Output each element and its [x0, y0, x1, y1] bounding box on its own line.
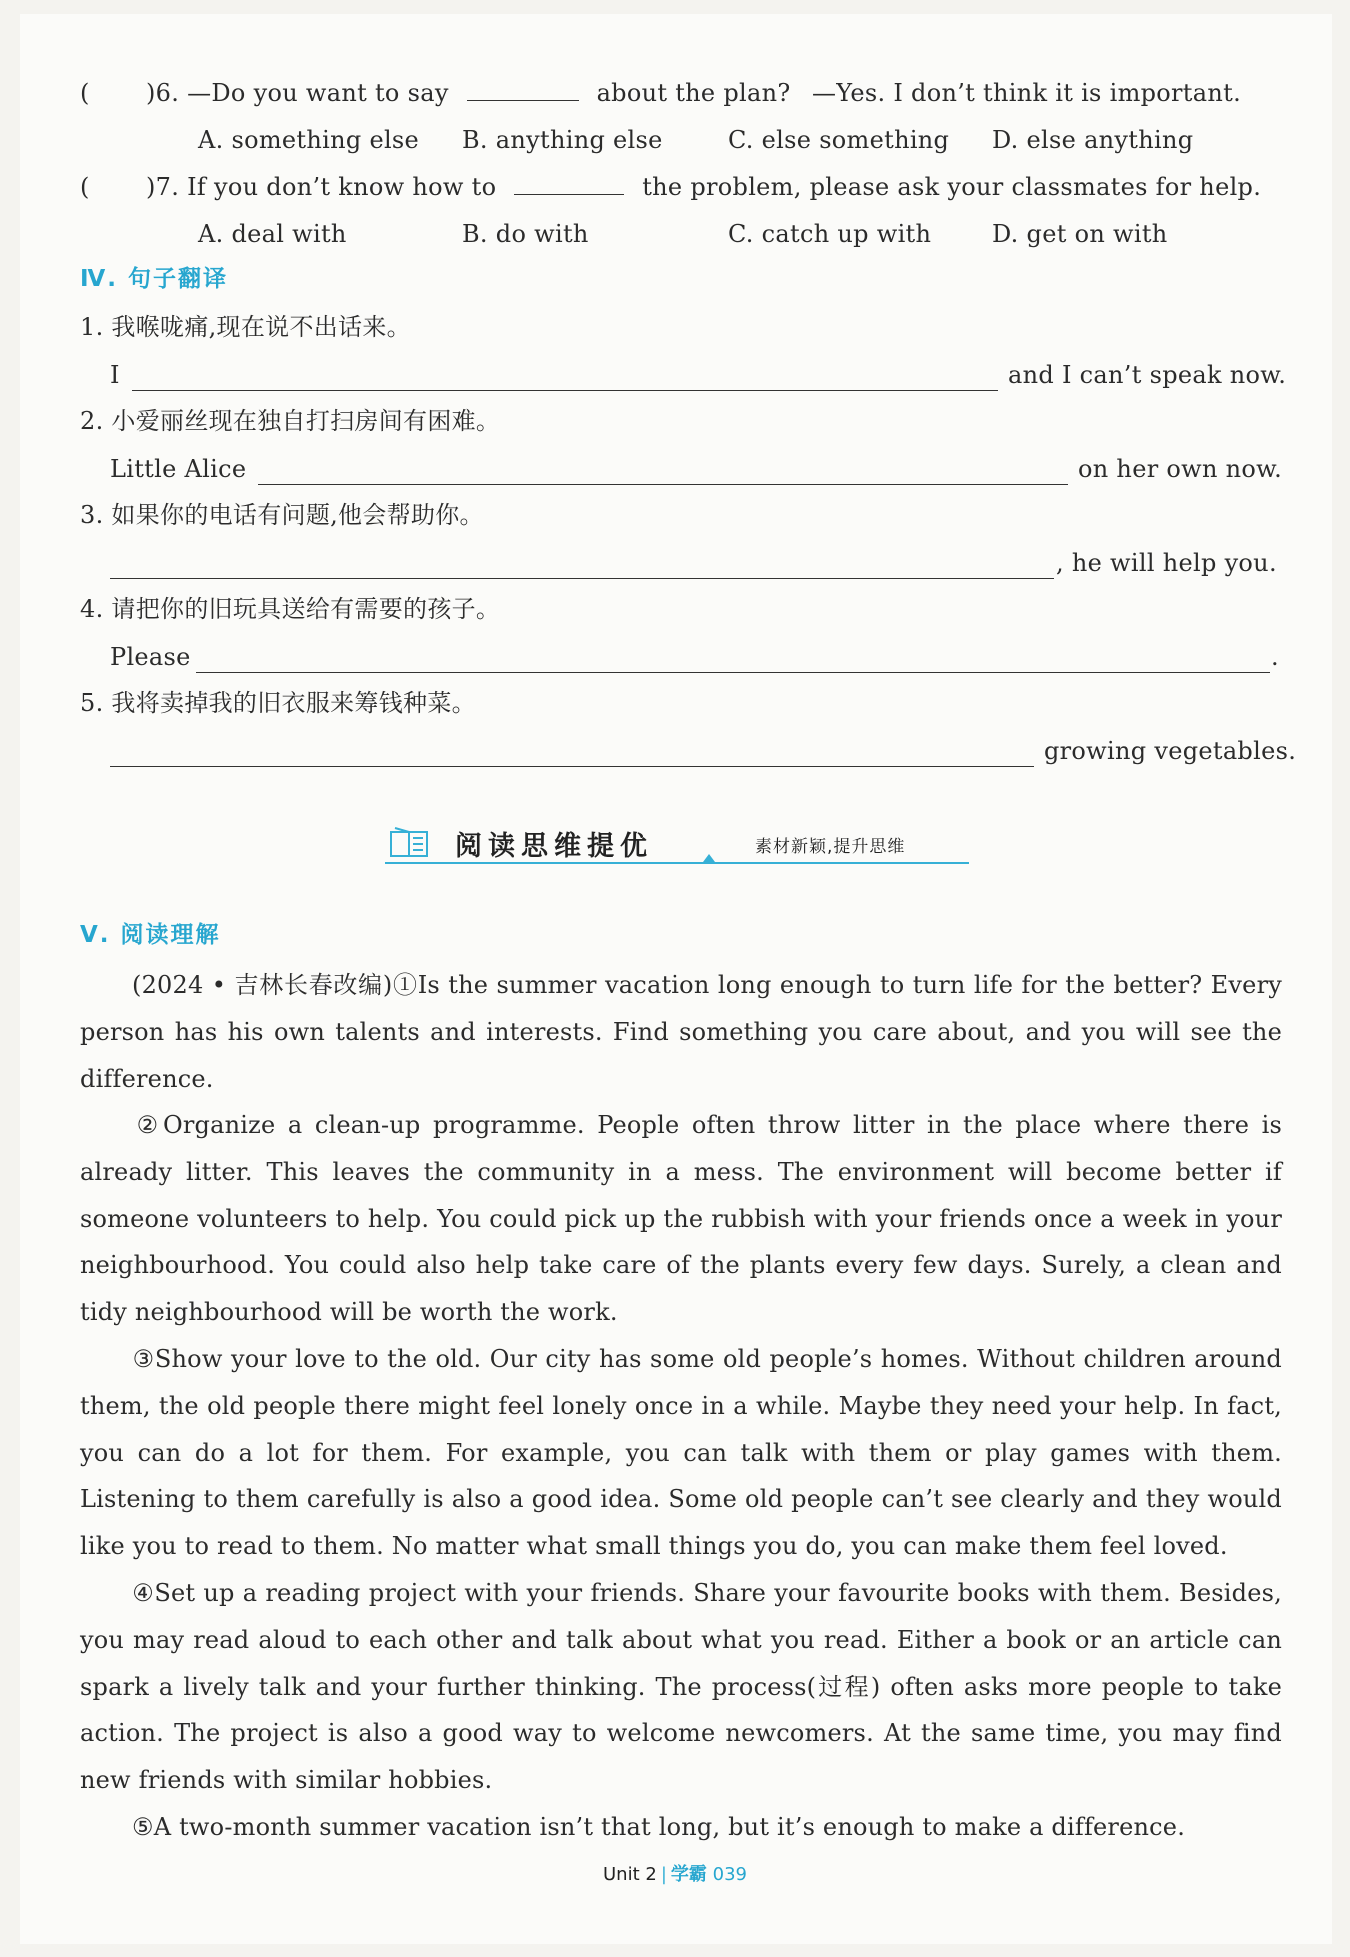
- translation-5-answer-line[interactable]: [110, 766, 1034, 767]
- section-banner: [385, 818, 969, 868]
- option-d: D. get on with: [992, 220, 1168, 248]
- banner-marker: [703, 854, 715, 862]
- question-7-after: the problem, please ask your classmates for help.: [642, 173, 1262, 201]
- question-7-text: )7. If you don’t know how to: [146, 173, 497, 201]
- question-6-text: )6. —Do you want to say: [146, 79, 449, 107]
- answer-blank[interactable]: [467, 78, 579, 101]
- translation-1-answer-line[interactable]: [132, 390, 998, 391]
- passage-paragraph-3: [80, 1336, 1282, 1570]
- translation-2-answer-line[interactable]: [258, 484, 1068, 485]
- translation-2-tail: on her own now.: [1078, 455, 1283, 483]
- passage-text: (2024 • 吉林长春改编)①Is the summer vacation long enough to turn life for the better? Every person has his own talents and interests. Find something you care about, and you will see the difference.: [80, 971, 1282, 1093]
- page-footer: [0, 1860, 1350, 1886]
- translation-2-prompt: 2. 小爱丽丝现在独自打扫房间有困难。: [80, 407, 501, 435]
- option-d: D. else anything: [992, 126, 1194, 154]
- answer-paren: (: [80, 79, 90, 107]
- question-7-stem: [146, 170, 1261, 204]
- banner-title: 阅读思维提优: [455, 831, 653, 862]
- translation-3-answer-line[interactable]: [110, 578, 1054, 579]
- question-6-stem: [146, 76, 791, 110]
- option-b: B. anything else: [462, 126, 663, 154]
- section-5-title: Ⅴ. 阅读理解: [80, 922, 221, 948]
- translation-5-prompt: 5. 我将卖掉我的旧衣服来筹钱种菜。: [80, 689, 476, 717]
- option-b: B. do with: [462, 220, 589, 248]
- passage-text: ④Set up a reading project with your friends. Share your favourite books with them. Besides, you may read aloud to each other and talk about what you read. Either a book or an article can spark a lively talk and your further thinking. The process(过程) often asks more people to take action. The project is also a good way to welcome newcomers. At the same time, you may find new friends with similar hobbies.: [80, 1579, 1282, 1795]
- section-4-title: Ⅳ. 句子翻译: [80, 266, 229, 292]
- passage-text: ③Show your love to the old. Our city has some old people’s homes. Without children around them, the old people there might feel lonely once in a while. Maybe they need your help. In fact, you can do a lot for them. For example, you can talk with them or play games with them. Listening to them carefully is also a good idea. Some old people can’t see clearly and they would like you to read to them. No matter what small things you do, you can make them feel loved.: [80, 1345, 1282, 1561]
- answer-paren: (: [80, 173, 90, 201]
- translation-1-prompt: 1. 我喉咙痛,现在说不出话来。: [80, 313, 411, 341]
- translation-1-lead: I: [110, 361, 120, 389]
- answer-blank[interactable]: [514, 172, 624, 195]
- question-6-response: —Yes. I don’t think it is important.: [812, 79, 1241, 107]
- passage-text: ②Organize a clean-up programme. People often throw litter in the place where there is already litter. This leaves the community in a mess. The environment will become better if someone volunteers to help. You could pick up the rubbish with your friends once a week in your neighbourhood. You could also help take care of the plants every few days. Surely, a clean and tidy neighbourhood will be worth the work.: [80, 1111, 1282, 1327]
- passage-paragraph-2: [80, 1102, 1282, 1336]
- translation-4-tail: .: [1271, 643, 1279, 671]
- translation-3-tail: , he will help you.: [1056, 549, 1277, 577]
- page-number: 039: [712, 1864, 747, 1885]
- option-c: C. else something: [728, 126, 950, 154]
- translation-4-prompt: 4. 请把你的旧玩具送给有需要的孩子。: [80, 595, 501, 623]
- option-a: A. deal with: [198, 220, 347, 248]
- translation-1-tail: and I can’t speak now.: [1008, 361, 1287, 389]
- banner-subtitle: 素材新颖,提升思维: [755, 837, 906, 857]
- passage-paragraph-5: [80, 1804, 1282, 1851]
- footer-brand: 学霸: [670, 1864, 707, 1885]
- translation-5-tail: growing vegetables.: [1044, 737, 1297, 765]
- translation-4-lead: Please: [110, 643, 191, 671]
- passage-text: ⑤A two-month summer vacation isn’t that long, but it’s enough to make a difference.: [132, 1813, 1186, 1841]
- translation-4-answer-line[interactable]: [196, 672, 1270, 673]
- passage-paragraph-1: [80, 962, 1282, 1102]
- option-a: A. something else: [198, 126, 420, 154]
- banner-underline: [385, 862, 969, 864]
- footer-unit: Unit 2: [603, 1864, 657, 1885]
- option-c: C. catch up with: [728, 220, 932, 248]
- translation-2-lead: Little Alice: [110, 455, 247, 483]
- book-icon: [389, 826, 431, 860]
- footer-separator: |: [660, 1864, 667, 1885]
- translation-3-prompt: 3. 如果你的电话有问题,他会帮助你。: [80, 501, 484, 529]
- question-6-after: about the plan?: [596, 79, 791, 107]
- passage-paragraph-4: [80, 1570, 1282, 1804]
